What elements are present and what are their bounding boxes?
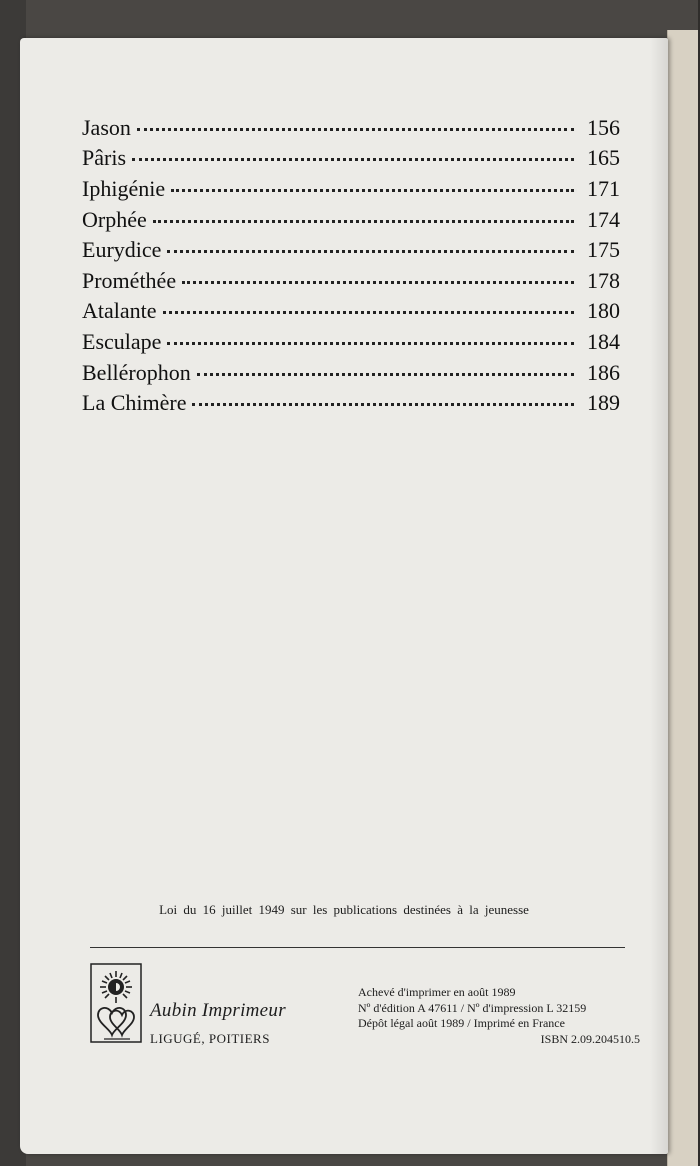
toc-page-number: 186 (587, 359, 620, 385)
printer-location: LIGUGÉ, POITIERS (150, 1031, 270, 1046)
colophon (358, 985, 640, 1047)
sun-and-hearts-emblem-icon (90, 963, 142, 1043)
toc-leader-dots (132, 139, 574, 162)
toc-leader-dots (137, 108, 574, 131)
toc-title: Orphée (82, 206, 147, 232)
divider-line (90, 947, 625, 948)
toc-leader-dots (171, 169, 574, 192)
printer-name: Aubin Imprimeur (150, 1000, 286, 1021)
toc-title: Eurydice (82, 237, 162, 263)
toc-title: La Chimère (82, 390, 187, 416)
toc-leader-dots (167, 230, 574, 253)
toc-leader-dots (197, 353, 574, 376)
toc-title: Prométhée (82, 267, 177, 293)
toc-page-number: 175 (587, 237, 620, 263)
table-of-contents (82, 112, 620, 418)
toc-title: Iphigénie (82, 175, 166, 201)
book-page (20, 38, 668, 1154)
toc-entry-la-chimere (82, 387, 620, 418)
toc-page-number: 171 (587, 175, 620, 201)
toc-leader-dots (182, 261, 574, 284)
toc-page-number: 180 (587, 298, 620, 324)
toc-title: Atalante (82, 298, 157, 324)
toc-title: Jason (82, 114, 131, 140)
law-notice: Loi du 16 juillet 1949 sur les publications destinées à la jeunesse (159, 902, 529, 917)
next-page-edge (667, 30, 698, 1166)
legal-deposit: Dépôt légal août 1989 / Imprimé en France (358, 1016, 565, 1030)
toc-page-number: 174 (587, 206, 620, 232)
toc-leader-dots (163, 292, 574, 315)
toc-page-number: 184 (587, 328, 620, 354)
toc-title: Pâris (82, 145, 126, 171)
print-completion-date: Achevé d'imprimer en août 1989 (358, 985, 516, 999)
toc-title: Esculape (82, 328, 162, 354)
toc-title: Bellérophon (82, 359, 191, 385)
isbn: ISBN 2.09.204510.5 (540, 1031, 640, 1046)
toc-leader-dots (153, 200, 574, 223)
toc-leader-dots (192, 383, 574, 406)
toc-leader-dots (167, 322, 574, 345)
edition-and-print-numbers: Nº d'édition A 47611 / Nº d'impression L 32159 (358, 1000, 587, 1015)
toc-page-number: 156 (587, 114, 620, 140)
toc-page-number: 178 (587, 267, 620, 293)
toc-page-number: 189 (587, 390, 620, 416)
toc-page-number: 165 (587, 145, 620, 171)
